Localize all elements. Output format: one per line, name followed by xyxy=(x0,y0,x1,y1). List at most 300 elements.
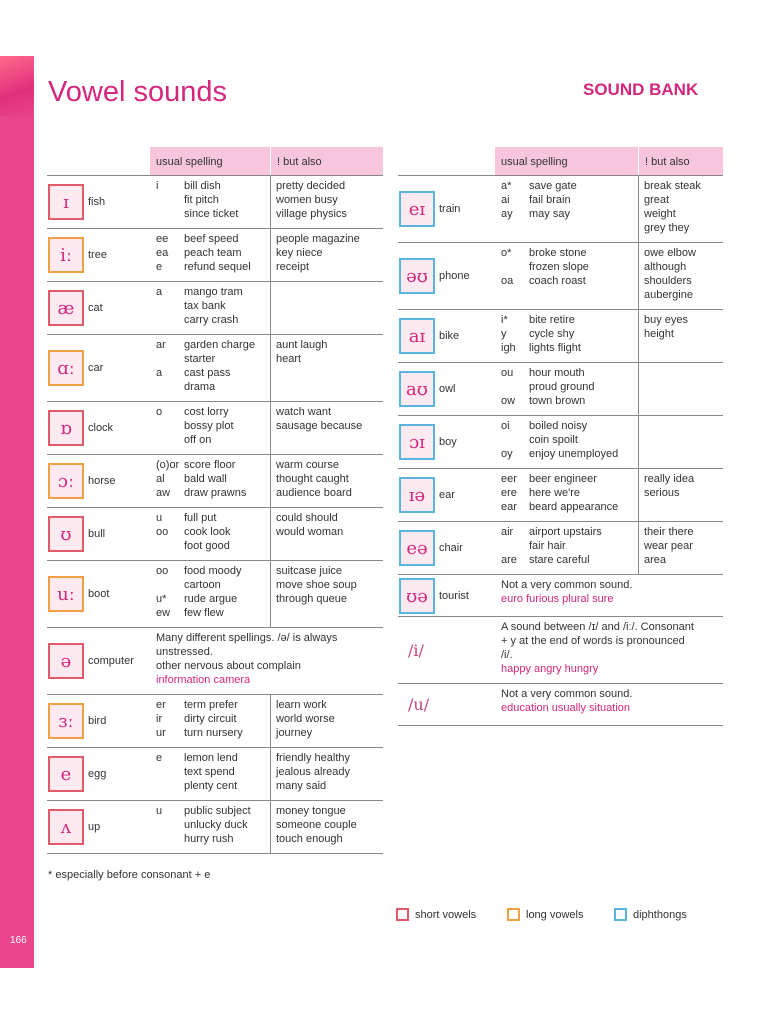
keyword: computer xyxy=(88,655,134,667)
spelling: (o)or xyxy=(156,459,180,471)
sound-cell xyxy=(398,243,495,309)
example-words xyxy=(529,179,632,238)
spelling: ear xyxy=(501,501,517,513)
ipa-symbol: /i/ xyxy=(408,640,424,660)
keyword: ear xyxy=(439,489,455,501)
spelling: u* xyxy=(156,593,167,605)
but-also-cell xyxy=(638,363,723,415)
table-row xyxy=(47,228,383,281)
spelling xyxy=(501,288,529,302)
example-line: beer engineer xyxy=(529,473,597,485)
spelling-list xyxy=(156,698,184,743)
exception-line: shoulders xyxy=(644,275,692,287)
example-words xyxy=(184,804,264,849)
sound-cell xyxy=(398,522,495,574)
sound-cell xyxy=(47,402,150,454)
usual-spelling-cell xyxy=(150,561,270,627)
ipa-symbol: e xyxy=(60,764,72,785)
example-line: full put xyxy=(184,512,217,524)
usual-spelling-cell xyxy=(495,522,638,574)
exception-line: serious xyxy=(644,487,680,499)
spelling: ai xyxy=(501,194,510,206)
example-line: drama xyxy=(184,381,216,393)
usual-spelling-cell xyxy=(495,176,638,242)
table-row xyxy=(47,560,383,627)
spelling: o* xyxy=(501,247,512,259)
but-also-cell xyxy=(270,335,383,401)
spelling-list xyxy=(156,511,184,556)
spelling-list xyxy=(501,179,529,238)
ipa-symbol: ɔː xyxy=(57,471,75,492)
exception-line: height xyxy=(644,328,674,340)
example-words xyxy=(184,511,264,556)
spelling xyxy=(156,578,184,592)
spelling xyxy=(156,193,184,207)
example-line: peach team xyxy=(184,247,242,259)
ipa-symbol: eə xyxy=(406,538,428,559)
spelling-list xyxy=(156,804,184,849)
sound-cell xyxy=(398,469,495,521)
example-line: coach roast xyxy=(529,275,586,287)
example-words xyxy=(184,458,264,503)
spelling xyxy=(156,299,184,313)
egg-icon xyxy=(48,756,84,792)
but-also-cell xyxy=(270,402,383,454)
spelling xyxy=(501,221,529,235)
exception-line: people magazine xyxy=(276,233,360,245)
exception-line: heart xyxy=(276,353,302,365)
but-also-cell xyxy=(638,243,723,309)
note-line: education usually situation xyxy=(501,702,631,714)
example-line: proud ground xyxy=(529,381,595,393)
example-line: garden charge xyxy=(184,339,255,351)
ipa-symbol: aɪ xyxy=(408,326,426,347)
legend-long xyxy=(507,908,583,921)
usual-spelling-cell xyxy=(150,282,270,334)
sound-cell xyxy=(47,628,150,694)
example-line: cost lorry xyxy=(184,406,229,418)
example-words xyxy=(529,246,632,305)
spelling: igh xyxy=(501,342,516,354)
keyword: boot xyxy=(88,588,110,600)
but-also-cell xyxy=(638,469,723,521)
spelling-note xyxy=(495,684,723,725)
example-words xyxy=(529,313,632,358)
example-words xyxy=(184,751,264,796)
spelling xyxy=(501,433,529,447)
table-row xyxy=(47,747,383,800)
keyword: tree xyxy=(88,249,107,261)
spelling-list xyxy=(501,366,529,411)
example-words xyxy=(184,285,264,330)
spelling xyxy=(156,539,184,553)
example-line: enjoy unemployed xyxy=(529,448,619,460)
example-line: town brown xyxy=(529,395,586,407)
legend-short xyxy=(396,908,476,921)
usual-spelling-cell xyxy=(495,469,638,521)
header-usual-spelling: usual spelling xyxy=(495,147,638,175)
example-line: fit pitch xyxy=(184,194,219,206)
exception-line: really idea xyxy=(644,473,695,485)
spelling: a* xyxy=(501,180,512,192)
spelling xyxy=(156,419,184,433)
exception-line: women busy xyxy=(276,194,338,206)
ipa-symbol: ɪ xyxy=(63,192,69,213)
example-line: mango tram xyxy=(184,286,243,298)
example-line: cast pass xyxy=(184,367,231,379)
but-also-cell xyxy=(638,310,723,362)
keyword: phone xyxy=(439,270,470,282)
spelling: e xyxy=(156,752,163,764)
spelling-list xyxy=(156,179,184,224)
example-line: text spend xyxy=(184,766,235,778)
tourist-icon xyxy=(399,578,435,614)
table-bottom-rule xyxy=(398,725,723,726)
exception-line: wear pear xyxy=(644,540,693,552)
spelling: a xyxy=(156,286,163,298)
ipa-symbol: ɔɪ xyxy=(409,432,425,453)
example-line: bossy plot xyxy=(184,420,234,432)
example-line: hour mouth xyxy=(529,367,585,379)
spelling-list xyxy=(501,246,529,305)
page-number: 166 xyxy=(10,935,27,946)
usual-spelling-cell xyxy=(150,335,270,401)
table-row xyxy=(47,627,383,694)
exception-line: great xyxy=(644,194,670,206)
table-row xyxy=(398,415,723,468)
exception-line: journey xyxy=(276,727,313,739)
but-also-cell xyxy=(270,508,383,560)
example-words xyxy=(184,179,264,224)
note-line: /i/. xyxy=(501,649,513,661)
spelling: oy xyxy=(501,448,513,460)
usual-spelling-cell xyxy=(150,801,270,853)
note-line: Many different spellings. /ə/ is always xyxy=(156,632,338,644)
phone-icon xyxy=(399,258,435,294)
example-line: turn nursery xyxy=(184,727,243,739)
spelling xyxy=(501,539,529,553)
example-line: cook look xyxy=(184,526,231,538)
example-line: cycle shy xyxy=(529,328,575,340)
example-line: beard appearance xyxy=(529,501,619,513)
spelling: er xyxy=(156,699,166,711)
example-line: boiled noisy xyxy=(529,420,588,432)
table-row xyxy=(47,334,383,401)
vowel-table-right xyxy=(398,147,723,726)
keyword: bike xyxy=(439,330,460,342)
example-line: bald wall xyxy=(184,473,227,485)
exception-line: would woman xyxy=(276,526,344,538)
header-usual-spelling: usual spelling xyxy=(150,147,270,175)
ipa-symbol: ɜː xyxy=(58,711,74,732)
sound-cell xyxy=(47,748,150,800)
spelling: oo xyxy=(156,526,169,538)
table-row xyxy=(47,281,383,334)
spelling-list xyxy=(501,419,529,464)
ipa-symbol: /u/ xyxy=(408,695,430,714)
exception-line: suitcase juice xyxy=(276,565,343,577)
example-line: starter xyxy=(184,353,216,365)
ipa-symbol: ə xyxy=(60,651,72,672)
but-also-cell xyxy=(270,748,383,800)
bird-icon xyxy=(48,703,84,739)
spelling: oo xyxy=(156,565,169,577)
car-icon xyxy=(48,350,84,386)
keyword: fish xyxy=(88,196,106,208)
ipa-symbol: ɑː xyxy=(57,358,75,379)
example-line: lemon lend xyxy=(184,752,238,764)
spelling-list xyxy=(156,285,184,330)
spelling: ew xyxy=(156,607,171,619)
spelling: ur xyxy=(156,727,166,739)
spelling-note xyxy=(495,617,723,683)
exception-line: move shoe soup xyxy=(276,579,357,591)
page-sidebar-stripe xyxy=(0,56,34,968)
spelling xyxy=(156,779,184,793)
table-row xyxy=(47,800,383,853)
spelling: y xyxy=(501,328,507,340)
ipa-symbol: ʊə xyxy=(406,585,428,607)
example-line: off on xyxy=(184,434,212,446)
spelling-list xyxy=(501,525,529,570)
table-row xyxy=(398,309,723,362)
exception-line: many said xyxy=(276,780,327,792)
sound-cell xyxy=(47,176,150,228)
ipa-symbol: uː xyxy=(57,584,75,605)
spelling-list xyxy=(501,472,529,517)
spelling: o xyxy=(156,406,163,418)
example-line: bite retire xyxy=(529,314,575,326)
legend-label: short vowels xyxy=(415,908,477,921)
example-line: tax bank xyxy=(184,300,226,312)
example-line: plenty cent xyxy=(184,780,238,792)
owl-icon xyxy=(399,371,435,407)
ipa-symbol: əʊ xyxy=(406,266,428,287)
spelling xyxy=(156,765,184,779)
usual-spelling-cell xyxy=(495,310,638,362)
usual-spelling-cell xyxy=(150,748,270,800)
sound-cell xyxy=(47,508,150,560)
sound-cell xyxy=(398,363,495,415)
exception-line: buy eyes xyxy=(644,314,689,326)
spelling xyxy=(156,313,184,327)
example-line: refund sequel xyxy=(184,261,251,273)
legend-diph xyxy=(614,908,687,921)
usual-spelling-cell xyxy=(150,402,270,454)
note-line: other nervous about complain xyxy=(156,660,301,672)
but-also-cell xyxy=(270,561,383,627)
keyword: up xyxy=(88,821,101,833)
spelling: u xyxy=(156,805,163,817)
table-row xyxy=(398,468,723,521)
example-line: hurry rush xyxy=(184,833,234,845)
example-line: beef speed xyxy=(184,233,239,245)
example-line: cartoon xyxy=(184,579,221,591)
sound-cell xyxy=(47,455,150,507)
exception-line: sausage because xyxy=(276,420,363,432)
exception-line: someone couple xyxy=(276,819,357,831)
example-line: public subject xyxy=(184,805,251,817)
note-line: happy angry hungry xyxy=(501,663,599,675)
bull-icon xyxy=(48,516,84,552)
sound-cell xyxy=(47,282,150,334)
spelling: u xyxy=(156,512,163,524)
cat-icon xyxy=(48,290,84,326)
but-also-cell xyxy=(270,695,383,747)
spelling xyxy=(501,260,529,274)
keyword: tourist xyxy=(439,589,469,602)
exception-line: village physics xyxy=(276,208,347,220)
keyword: owl xyxy=(439,383,456,395)
example-words xyxy=(184,698,264,743)
but-also-cell xyxy=(270,229,383,281)
but-also-cell xyxy=(638,176,723,242)
but-also-cell xyxy=(270,801,383,853)
header-but-also: ! but also xyxy=(270,147,383,175)
page-title: Vowel sounds xyxy=(48,76,227,108)
ipa-symbol: ʌ xyxy=(60,817,72,838)
spelling-list xyxy=(156,405,184,450)
section-label: SOUND BANK xyxy=(583,80,699,99)
exception-line: jealous already xyxy=(276,766,350,778)
sound-cell xyxy=(398,176,495,242)
table-row xyxy=(398,616,723,683)
note-line: euro furious plural sure xyxy=(501,593,614,605)
example-line: unlucky duck xyxy=(184,819,248,831)
example-line: foot good xyxy=(184,540,230,552)
but-also-cell xyxy=(638,416,723,468)
ipa-symbol: ʊ xyxy=(60,524,72,545)
example-line: may say xyxy=(529,208,570,220)
spelling: ir xyxy=(156,713,163,725)
exception-line: money tongue xyxy=(276,805,346,817)
up-icon xyxy=(48,809,84,845)
legend-label: long vowels xyxy=(526,908,584,921)
example-line: food moody xyxy=(184,565,242,577)
note-line: + y at the end of words is pronounced xyxy=(501,635,685,647)
spelling: a xyxy=(156,367,163,379)
example-words xyxy=(529,419,632,464)
spelling xyxy=(156,832,184,846)
example-line: here we're xyxy=(529,487,581,499)
keyword: egg xyxy=(88,768,107,780)
spelling: oa xyxy=(501,275,514,287)
example-line: dirty circuit xyxy=(184,713,237,725)
example-line: airport upstairs xyxy=(529,526,602,538)
table-row xyxy=(47,454,383,507)
ipa-symbol: æ xyxy=(57,298,75,319)
table-row xyxy=(398,362,723,415)
exception-line: aunt laugh xyxy=(276,339,328,351)
exception-line: weight xyxy=(644,208,676,220)
spelling xyxy=(156,207,184,221)
sound-cell xyxy=(47,561,150,627)
spelling xyxy=(156,433,184,447)
but-also-cell xyxy=(638,522,723,574)
exception-line: world worse xyxy=(276,713,335,725)
sound-cell xyxy=(398,575,495,616)
spelling: ow xyxy=(501,395,516,407)
exception-line: key niece xyxy=(276,247,323,259)
chair-icon xyxy=(399,530,435,566)
example-line: frozen slope xyxy=(529,261,589,273)
exception-line: friendly healthy xyxy=(276,752,350,764)
train-icon xyxy=(399,191,435,227)
keyword: bird xyxy=(88,715,107,727)
sound-cell xyxy=(47,695,150,747)
clock-icon xyxy=(48,410,84,446)
spelling-list xyxy=(156,564,184,623)
keyword: cat xyxy=(88,302,103,314)
example-line: draw prawns xyxy=(184,487,247,499)
usual-spelling-cell xyxy=(495,416,638,468)
sound-cell xyxy=(398,416,495,468)
example-line: rude argue xyxy=(184,593,238,605)
header-but-also: ! but also xyxy=(638,147,723,175)
spelling-list xyxy=(156,232,184,277)
exception-line: audience board xyxy=(276,487,352,499)
exception-line: thought caught xyxy=(276,473,349,485)
bike-icon xyxy=(399,318,435,354)
spelling: ar xyxy=(156,339,166,351)
spelling: ea xyxy=(156,247,169,259)
note-line: Not a very common sound. xyxy=(501,579,633,591)
keyword: chair xyxy=(439,542,463,554)
usual-spelling-cell xyxy=(150,229,270,281)
exception-line: their there xyxy=(644,526,694,538)
spelling: aw xyxy=(156,487,171,499)
but-also-cell xyxy=(270,455,383,507)
exception-line: area xyxy=(644,554,667,566)
example-line: term prefer xyxy=(184,699,238,711)
example-words xyxy=(529,472,632,517)
exception-line: break steak xyxy=(644,180,701,192)
sound-cell xyxy=(47,801,150,853)
spelling: are xyxy=(501,554,517,566)
table-row xyxy=(398,175,723,242)
boy-icon xyxy=(399,424,435,460)
spelling xyxy=(156,352,184,366)
exception-line: warm course xyxy=(276,459,339,471)
exception-line: receipt xyxy=(276,261,310,273)
spelling: ou xyxy=(501,367,514,379)
example-line: coin spoilt xyxy=(529,434,578,446)
ear-icon xyxy=(399,477,435,513)
table-row xyxy=(47,401,383,454)
spelling xyxy=(156,818,184,832)
exception-line: could should xyxy=(276,512,338,524)
sound-cell xyxy=(47,229,150,281)
example-words xyxy=(529,366,632,411)
keyword: bull xyxy=(88,528,106,540)
example-line: stare careful xyxy=(529,554,590,566)
table-row xyxy=(47,694,383,747)
sound-cell xyxy=(398,617,495,683)
but-also-cell xyxy=(270,176,383,228)
usual-spelling-cell xyxy=(495,363,638,415)
spelling: al xyxy=(156,473,165,485)
usual-spelling-cell xyxy=(150,695,270,747)
table-row xyxy=(398,683,723,725)
example-line: lights flight xyxy=(529,342,581,354)
example-line xyxy=(529,288,632,302)
spelling xyxy=(501,380,529,394)
example-line: broke stone xyxy=(529,247,587,259)
spelling-note xyxy=(495,575,723,616)
note-line: A sound between /ɪ/ and /iː/. Consonant xyxy=(501,621,694,633)
spelling: ay xyxy=(501,208,513,220)
usual-spelling-cell xyxy=(150,455,270,507)
